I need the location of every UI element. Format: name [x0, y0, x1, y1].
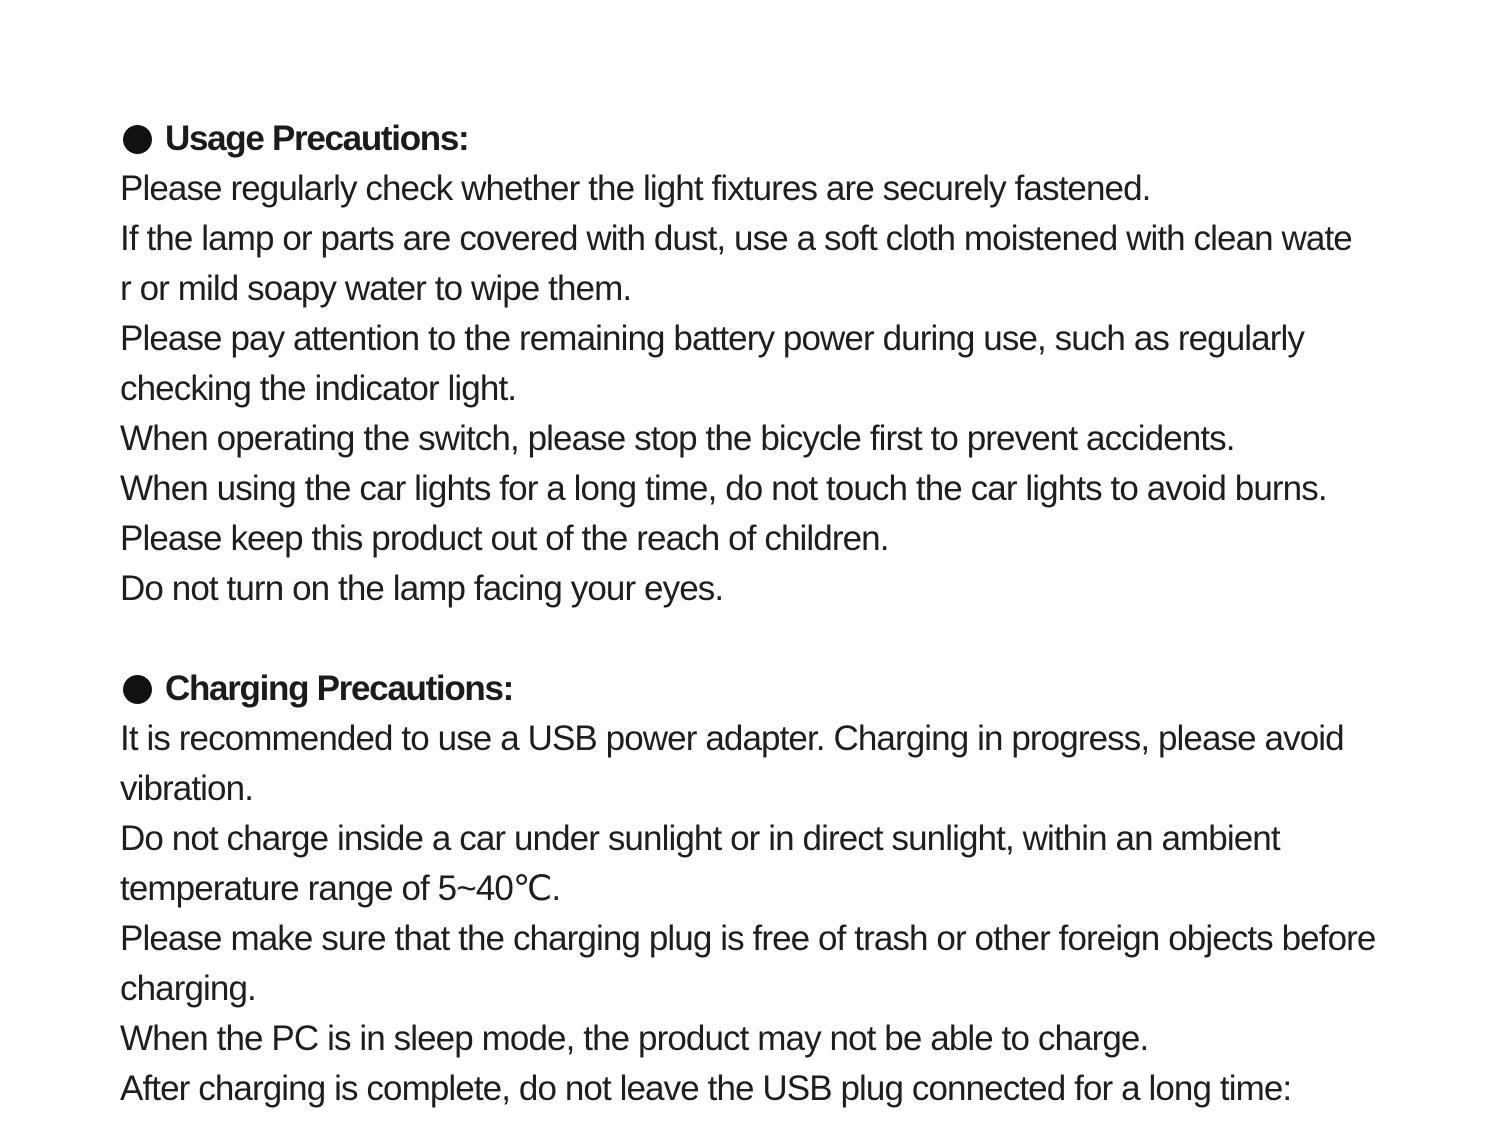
charging-precautions-heading [120, 664, 1450, 714]
bullet-icon [123, 675, 152, 704]
charging-line: When the PC is in sleep mode, the product may not be able to charge. [120, 1019, 1149, 1058]
bullet-icon [123, 125, 152, 154]
usage-line: When operating the switch, please stop the bicycle first to prevent accidents. [120, 419, 1235, 458]
charging-line: vibration. [120, 769, 254, 808]
usage-line: Please regularly check whether the light fixtures are securely fastened. [120, 169, 1151, 208]
charging-line: It is recommended to use a USB power adapter. Charging in progress, please avoid [120, 719, 1344, 758]
charging-line: Do not charge inside a car under sunlight or in direct sunlight, within an ambient [120, 819, 1280, 858]
usage-line: Please keep this product out of the reach of children. [120, 519, 889, 558]
usage-precautions-heading [120, 114, 1450, 164]
charging-line: temperature range of 5~40℃. [120, 869, 561, 908]
charging-line: Please make sure that the charging plug is free of trash or other foreign objects before [120, 919, 1376, 958]
usage-line: When using the car lights for a long time, do not touch the car lights to avoid burns. [120, 469, 1327, 508]
charging-line: charging. [120, 969, 256, 1008]
charging-line: After charging is complete, do not leave the USB plug connected for a long time: [120, 1069, 1292, 1108]
charging-precautions-section [120, 664, 1450, 1114]
usage-heading-text: Usage Precautions: [165, 119, 469, 158]
usage-line: Please pay attention to the remaining battery power during use, such as regularly [120, 319, 1304, 358]
usage-line: If the lamp or parts are covered with dust, use a soft cloth moistened with clean wate [120, 219, 1352, 258]
usage-line: Do not turn on the lamp facing your eyes. [120, 569, 724, 608]
charging-heading-text: Charging Precautions: [165, 669, 514, 708]
usage-line: checking the indicator light. [120, 369, 517, 408]
usage-line: r or mild soapy water to wipe them. [120, 269, 632, 308]
usage-precautions-section [120, 114, 1450, 614]
